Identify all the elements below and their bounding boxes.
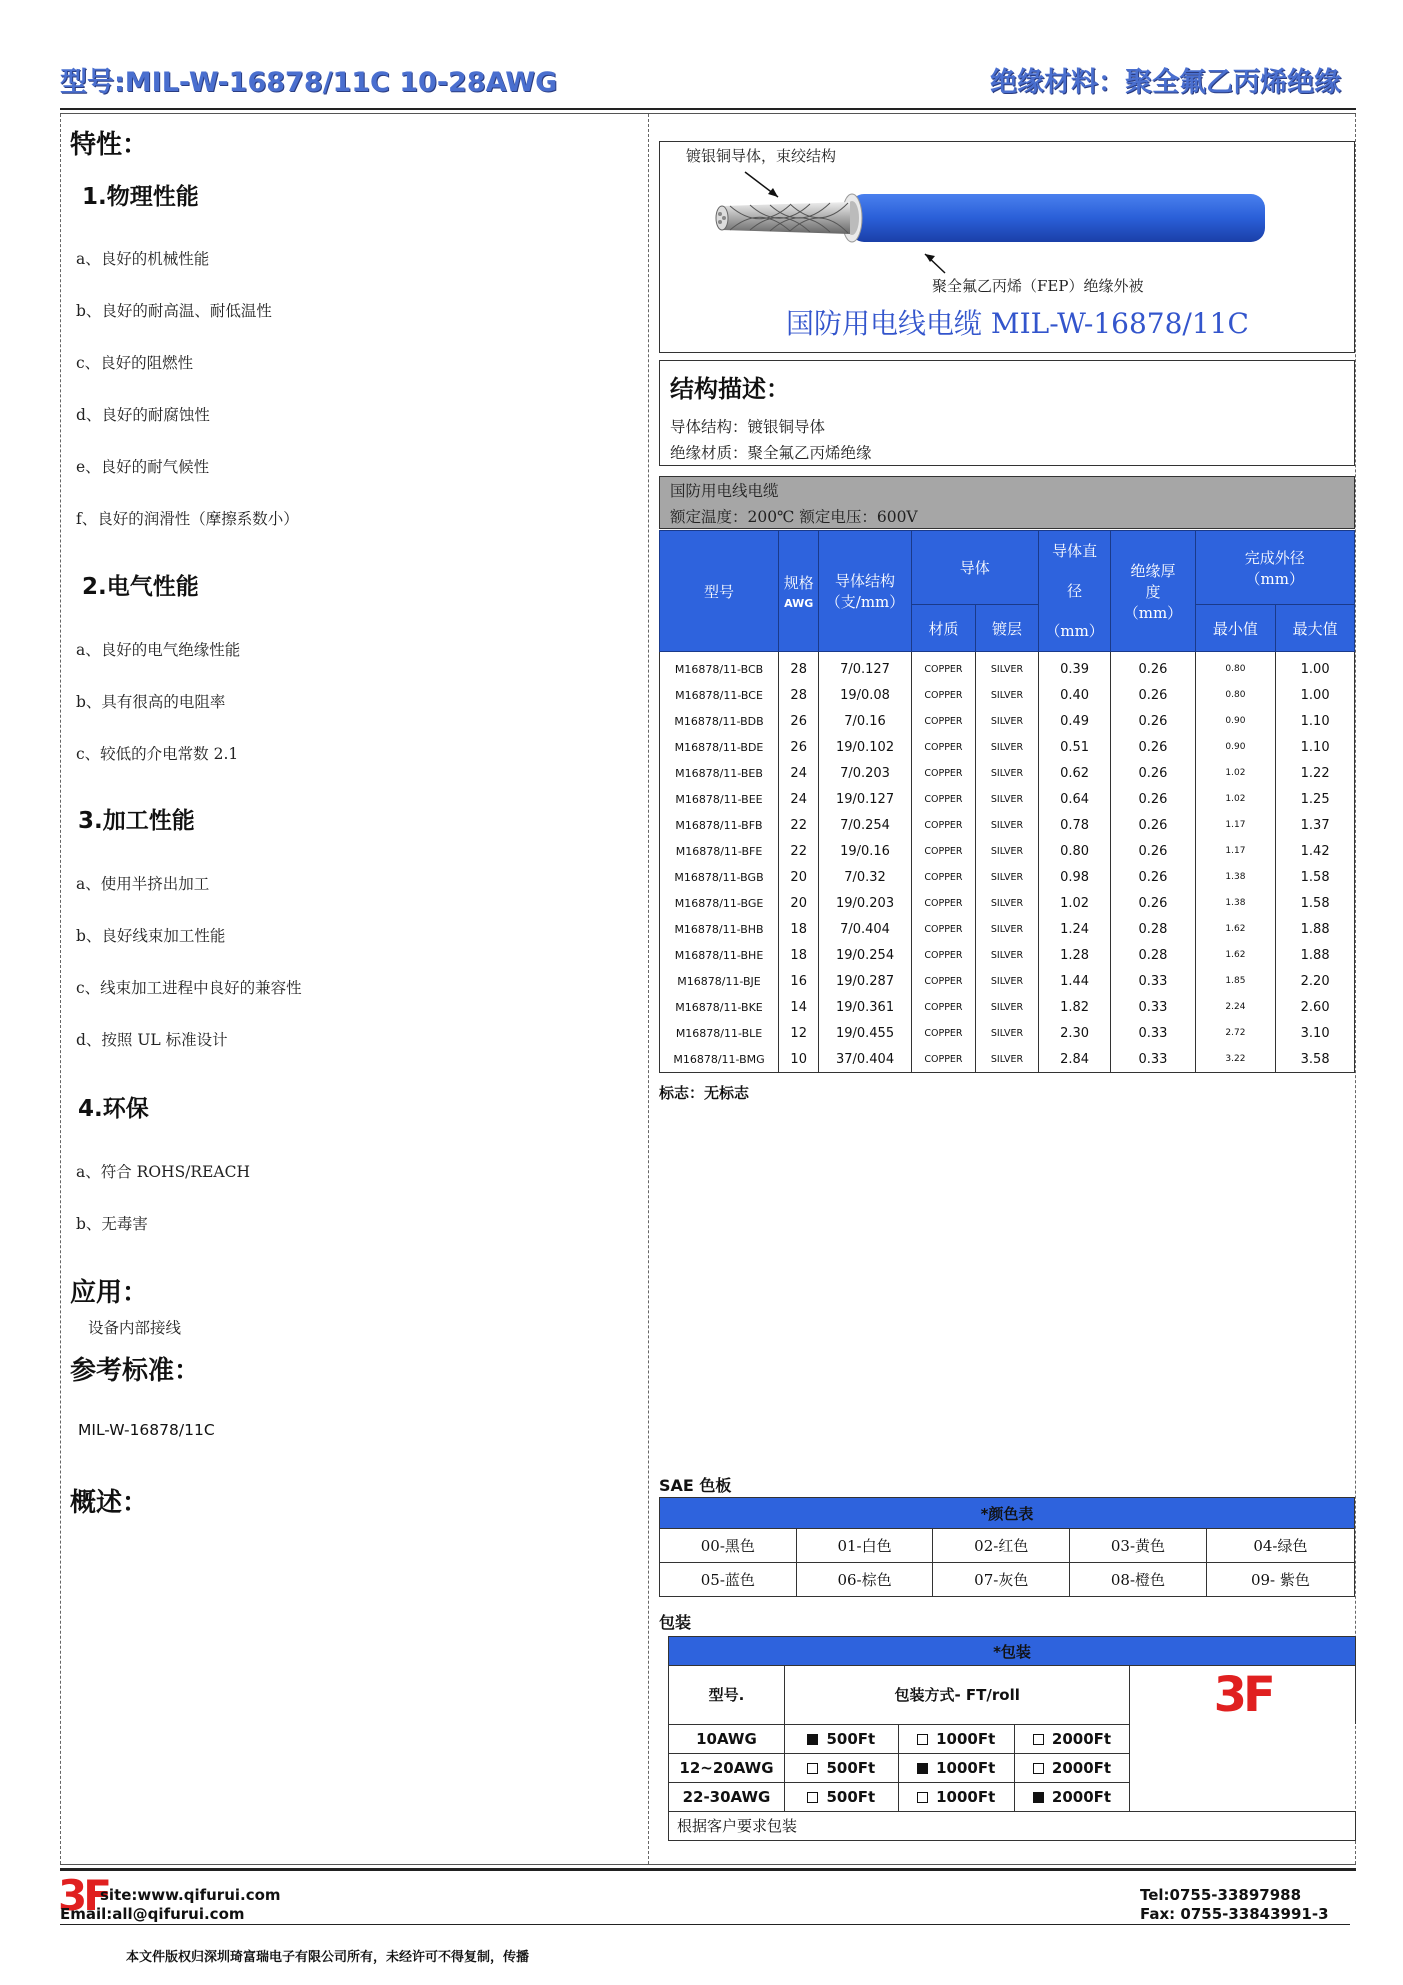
table-cell: 0.26	[1111, 760, 1195, 786]
table-cell: 0.28	[1111, 916, 1195, 942]
packing-title: 包装	[659, 1613, 692, 1632]
processing-item-d: d、按照 UL 标准设计	[76, 1031, 228, 1049]
structure-conductor: 导体结构：镀银铜导体	[670, 418, 826, 436]
packing-row	[669, 1753, 1356, 1782]
table-cell: 19/0.287	[819, 968, 911, 994]
electrical-title: 2.电气性能	[82, 574, 199, 600]
table-cell: SILVER	[976, 916, 1039, 942]
color-cell: 07-灰色	[933, 1563, 1070, 1597]
table-cell: COPPER	[911, 916, 976, 942]
environment-item-a: a、符合 ROHS/REACH	[76, 1163, 250, 1181]
bottom-rule-thick	[60, 1868, 1356, 1871]
electrical-item-c: c、较低的介电常数 2.1	[76, 745, 239, 763]
table-cell: 7/0.203	[819, 760, 911, 786]
physical-item-c: c、良好的阻燃性	[76, 354, 194, 372]
table-cell: M16878/11-BEB	[660, 760, 779, 786]
top-rule	[60, 108, 1356, 110]
table-row	[660, 994, 1355, 1020]
table-cell: M16878/11-BKE	[660, 994, 779, 1020]
packing-logo: 3F	[1213, 1667, 1272, 1723]
table-cell: 1.10	[1276, 734, 1355, 760]
header-material: 绝缘材料：聚全氟乙丙烯绝缘	[990, 67, 1341, 98]
table-cell: 0.26	[1111, 708, 1195, 734]
table-cell: SILVER	[976, 890, 1039, 916]
table-cell: 19/0.361	[819, 994, 911, 1020]
table-cell: M16878/11-BFB	[660, 812, 779, 838]
packing-option	[1014, 1782, 1130, 1811]
rating-line1: 国防用电线电缆	[670, 482, 779, 500]
th-plating: 镀层	[976, 605, 1039, 652]
table-row	[660, 708, 1355, 734]
table-cell: 18	[779, 942, 819, 968]
th-od: 完成外径（mm）	[1195, 531, 1354, 605]
table-cell: 0.78	[1038, 812, 1111, 838]
footer-fax: Fax: 0755-33843991-3	[1140, 1905, 1329, 1923]
packing-col-method: 包装方式- FT/roll	[784, 1666, 1130, 1725]
th-strand: 导体结构（支/mm）	[819, 531, 911, 652]
table-cell: 0.26	[1111, 786, 1195, 812]
table-cell: 22	[779, 812, 819, 838]
table-row	[660, 1020, 1355, 1046]
table-cell: 3.58	[1276, 1046, 1355, 1073]
table-cell: SILVER	[976, 652, 1039, 683]
table-cell: 18	[779, 916, 819, 942]
table-cell: 19/0.127	[819, 786, 911, 812]
electrical-item-b: b、具有很高的电阻率	[76, 693, 226, 711]
footer-tel: Tel:0755-33897988	[1140, 1886, 1302, 1904]
table-cell: M16878/11-BGE	[660, 890, 779, 916]
table-cell: 7/0.254	[819, 812, 911, 838]
table-cell: SILVER	[976, 812, 1039, 838]
standard-text: MIL-W-16878/11C	[78, 1421, 215, 1439]
unchecked-box-icon	[1033, 1734, 1044, 1745]
wire-illustration	[660, 142, 1354, 292]
table-cell: SILVER	[976, 734, 1039, 760]
color-cell: 01-白色	[796, 1529, 933, 1563]
table-cell: SILVER	[976, 838, 1039, 864]
electrical-item-a: a、良好的电气绝缘性能	[76, 641, 241, 659]
packing-model: 22-30AWG	[669, 1782, 785, 1811]
application-title: 应用：	[70, 1278, 149, 1308]
table-row	[660, 682, 1355, 708]
table-cell: 1.88	[1276, 942, 1355, 968]
table-cell: SILVER	[976, 1020, 1039, 1046]
table-cell: M16878/11-BCB	[660, 652, 779, 683]
rating-line2: 额定温度：200℃ 额定电压：600V	[670, 508, 918, 526]
table-cell: 0.26	[1111, 812, 1195, 838]
table-cell: 0.28	[1111, 942, 1195, 968]
table-cell: 19/0.102	[819, 734, 911, 760]
top-rule-thin	[60, 113, 1356, 114]
table-cell: 0.64	[1038, 786, 1111, 812]
table-row	[660, 968, 1355, 994]
conductor-label: 镀银铜导体，束绞结构	[686, 147, 837, 165]
table-row	[660, 652, 1355, 683]
checked-box-icon	[1033, 1792, 1044, 1803]
table-cell: 2.60	[1276, 994, 1355, 1020]
structure-insulation: 绝缘材质：聚全氟乙丙烯绝缘	[670, 444, 872, 462]
table-row	[660, 916, 1355, 942]
table-cell: COPPER	[911, 652, 976, 683]
table-cell: 0.26	[1111, 864, 1195, 890]
table-cell: COPPER	[911, 786, 976, 812]
table-row	[660, 734, 1355, 760]
table-cell: M16878/11-BDE	[660, 734, 779, 760]
table-cell: M16878/11-BMG	[660, 1046, 779, 1073]
table-cell: 2.20	[1276, 968, 1355, 994]
table-row	[660, 942, 1355, 968]
table-cell: 0.26	[1111, 682, 1195, 708]
bottom-rule	[60, 1864, 1356, 1865]
packing-option-label: 2000Ft	[1051, 1729, 1112, 1748]
environment-item-b: b、无毒害	[76, 1215, 148, 1233]
table-cell: COPPER	[911, 968, 976, 994]
processing-item-c: c、线束加工进程中良好的兼容性	[76, 979, 302, 997]
packing-option	[784, 1724, 898, 1753]
packing-option	[784, 1782, 898, 1811]
packing-option-label: 1000Ft	[936, 1758, 996, 1777]
packing-option-label: 2000Ft	[1051, 1758, 1112, 1777]
packing-option	[1014, 1724, 1130, 1753]
header-model: 型号:MIL-W-16878/11C 10-28AWG	[60, 67, 558, 98]
table-cell: 1.85	[1195, 968, 1276, 994]
table-cell: 1.00	[1276, 652, 1355, 683]
processing-item-b: b、良好线束加工性能	[76, 927, 226, 945]
table-cell: 1.02	[1038, 890, 1111, 916]
color-cell: 09- 紫色	[1206, 1563, 1354, 1597]
table-cell: 0.90	[1195, 734, 1276, 760]
unchecked-box-icon	[807, 1792, 818, 1803]
table-cell: 0.26	[1111, 734, 1195, 760]
table-cell: 0.80	[1195, 682, 1276, 708]
color-cell: 03-黄色	[1070, 1529, 1207, 1563]
unchecked-box-icon	[807, 1763, 818, 1774]
table-cell: 37/0.404	[819, 1046, 911, 1073]
table-cell: 24	[779, 786, 819, 812]
table-cell: 0.62	[1038, 760, 1111, 786]
table-cell: 14	[779, 994, 819, 1020]
table-cell: SILVER	[976, 682, 1039, 708]
packing-logo-cell	[1130, 1666, 1356, 1725]
packing-option	[898, 1724, 1014, 1753]
table-cell: 1.37	[1276, 812, 1355, 838]
structure-box	[659, 360, 1355, 466]
table-cell: 19/0.08	[819, 682, 911, 708]
packing-note: 根据客户要求包装	[669, 1811, 1356, 1840]
table-cell: COPPER	[911, 942, 976, 968]
color-table	[659, 1497, 1355, 1597]
physical-item-f: f、良好的润滑性（摩擦系数小）	[76, 510, 299, 528]
frame-left	[60, 114, 61, 1864]
table-cell: 0.39	[1038, 652, 1111, 683]
table-cell: COPPER	[911, 1020, 976, 1046]
footer-email: Email:all@qifurui.com	[60, 1905, 245, 1923]
table-cell: 1.58	[1276, 890, 1355, 916]
table-cell: COPPER	[911, 994, 976, 1020]
packing-model: 10AWG	[669, 1724, 785, 1753]
table-cell: COPPER	[911, 864, 976, 890]
table-cell: 19/0.455	[819, 1020, 911, 1046]
table-cell: SILVER	[976, 708, 1039, 734]
table-cell: 1.38	[1195, 890, 1276, 916]
table-cell: 1.17	[1195, 838, 1276, 864]
table-cell: SILVER	[976, 968, 1039, 994]
sae-title: SAE 色板	[659, 1476, 732, 1495]
table-cell: M16878/11-BHB	[660, 916, 779, 942]
packing-option	[898, 1782, 1014, 1811]
table-cell: 19/0.16	[819, 838, 911, 864]
table-row	[660, 890, 1355, 916]
packing-table-title: *包装	[669, 1637, 1356, 1666]
packing-option-label: 500Ft	[826, 1787, 876, 1806]
table-cell: 0.51	[1038, 734, 1111, 760]
packing-option-label: 1000Ft	[936, 1729, 996, 1748]
packing-option-label: 500Ft	[826, 1729, 876, 1748]
table-cell: 0.80	[1038, 838, 1111, 864]
table-cell: 24	[779, 760, 819, 786]
table-cell: SILVER	[976, 864, 1039, 890]
th-conductor: 导体	[911, 531, 1038, 605]
table-cell: 1.42	[1276, 838, 1355, 864]
rating-box	[659, 476, 1355, 529]
environment-title: 4.环保	[78, 1096, 149, 1122]
th-max: 最大值	[1276, 605, 1355, 652]
table-cell: 28	[779, 682, 819, 708]
table-cell: 2.84	[1038, 1046, 1111, 1073]
table-cell: 19/0.254	[819, 942, 911, 968]
table-cell: 0.80	[1195, 652, 1276, 683]
th-material: 材质	[911, 605, 976, 652]
table-cell: 1.02	[1195, 786, 1276, 812]
physical-item-e: e、良好的耐气候性	[76, 458, 210, 476]
packing-option-label: 1000Ft	[936, 1787, 996, 1806]
diagram-box	[659, 141, 1355, 353]
table-cell: 12	[779, 1020, 819, 1046]
table-cell: 3.22	[1195, 1046, 1276, 1073]
th-thickness: 绝缘厚度（mm）	[1111, 531, 1195, 652]
packing-option	[784, 1753, 898, 1782]
table-cell: 22	[779, 838, 819, 864]
table-cell: M16878/11-BHE	[660, 942, 779, 968]
table-cell: M16878/11-BLE	[660, 1020, 779, 1046]
table-cell: 0.40	[1038, 682, 1111, 708]
table-cell: 26	[779, 708, 819, 734]
th-diameter: 导体直径（mm）	[1038, 531, 1111, 652]
table-cell: 1.62	[1195, 942, 1276, 968]
insulation-label: 聚全氟乙丙烯（FEP）绝缘外被	[932, 277, 1144, 295]
physical-item-d: d、良好的耐腐蚀性	[76, 406, 210, 424]
table-cell: 7/0.404	[819, 916, 911, 942]
th-gauge	[779, 531, 819, 652]
table-cell: 1.02	[1195, 760, 1276, 786]
table-cell: COPPER	[911, 890, 976, 916]
table-cell: 1.25	[1276, 786, 1355, 812]
table-cell: 1.24	[1038, 916, 1111, 942]
physical-title: 1.物理性能	[82, 184, 199, 210]
th-gauge-unit: AWG	[784, 596, 814, 610]
th-gauge-label: 规格	[783, 573, 814, 592]
packing-option-label: 500Ft	[826, 1758, 876, 1777]
table-cell: COPPER	[911, 682, 976, 708]
table-cell: SILVER	[976, 1046, 1039, 1073]
table-cell: 0.33	[1111, 1046, 1195, 1073]
table-cell: M16878/11-BJE	[660, 968, 779, 994]
table-cell: COPPER	[911, 838, 976, 864]
table-cell: 1.62	[1195, 916, 1276, 942]
color-cell: 00-黑色	[660, 1529, 797, 1563]
footer-rule	[60, 1924, 1350, 1925]
table-cell: 20	[779, 890, 819, 916]
table-cell: COPPER	[911, 708, 976, 734]
diagram-caption: 国防用电线电缆 MIL-W-16878/11C	[786, 307, 1249, 340]
processing-title: 3.加工性能	[78, 808, 195, 834]
table-cell: 28	[779, 652, 819, 683]
footer-copyright: 本文件版权归深圳琦富瑞电子有限公司所有，未经许可不得复制，传播	[126, 1950, 530, 1965]
th-model: 型号	[660, 531, 779, 652]
table-cell: 1.10	[1276, 708, 1355, 734]
footer-website: site:www.qifurui.com	[100, 1886, 281, 1904]
table-cell: 0.98	[1038, 864, 1111, 890]
table-cell: M16878/11-BGB	[660, 864, 779, 890]
table-row	[660, 864, 1355, 890]
footer-logo: 3F	[58, 1871, 108, 1920]
table-cell: 1.17	[1195, 812, 1276, 838]
table-cell: M16878/11-BCE	[660, 682, 779, 708]
color-cell: 06-棕色	[796, 1563, 933, 1597]
physical-item-a: a、良好的机械性能	[76, 250, 210, 268]
table-cell: 1.38	[1195, 864, 1276, 890]
application-text: 设备内部接线	[88, 1319, 182, 1337]
table-row	[660, 786, 1355, 812]
color-cell: 02-红色	[933, 1529, 1070, 1563]
color-cell: 04-绿色	[1206, 1529, 1354, 1563]
table-cell: 1.00	[1276, 682, 1355, 708]
packing-model: 12~20AWG	[669, 1753, 785, 1782]
features-title: 特性：	[70, 130, 149, 160]
spec-table	[659, 530, 1355, 1073]
table-cell: 10	[779, 1046, 819, 1073]
unchecked-box-icon	[1033, 1763, 1044, 1774]
table-cell: 19/0.203	[819, 890, 911, 916]
table-row	[660, 838, 1355, 864]
table-cell: M16878/11-BDB	[660, 708, 779, 734]
structure-title: 结构描述：	[670, 375, 790, 403]
table-cell: 0.33	[1111, 1020, 1195, 1046]
color-table-title: *颜色表	[660, 1498, 1355, 1529]
th-min: 最小值	[1195, 605, 1276, 652]
packing-table	[668, 1636, 1356, 1841]
table-cell: 0.33	[1111, 994, 1195, 1020]
table-cell: 7/0.127	[819, 652, 911, 683]
table-cell: 2.30	[1038, 1020, 1111, 1046]
table-cell: 0.33	[1111, 968, 1195, 994]
table-cell: 20	[779, 864, 819, 890]
packing-row	[669, 1724, 1356, 1753]
table-cell: COPPER	[911, 812, 976, 838]
table-cell: SILVER	[976, 760, 1039, 786]
overview-title: 概述：	[70, 1488, 149, 1518]
unchecked-box-icon	[917, 1792, 928, 1803]
table-cell: COPPER	[911, 1046, 976, 1073]
table-row	[660, 1046, 1355, 1073]
checked-box-icon	[917, 1763, 928, 1774]
table-cell: 2.24	[1195, 994, 1276, 1020]
table-cell: SILVER	[976, 942, 1039, 968]
table-cell: 2.72	[1195, 1020, 1276, 1046]
table-cell: 0.90	[1195, 708, 1276, 734]
table-cell: M16878/11-BEE	[660, 786, 779, 812]
table-row	[660, 812, 1355, 838]
table-cell: COPPER	[911, 734, 976, 760]
table-cell: 1.44	[1038, 968, 1111, 994]
table-cell: 7/0.32	[819, 864, 911, 890]
table-cell: 16	[779, 968, 819, 994]
table-cell: 1.58	[1276, 864, 1355, 890]
table-cell: 0.26	[1111, 890, 1195, 916]
table-cell: 7/0.16	[819, 708, 911, 734]
color-cell: 05-蓝色	[660, 1563, 797, 1597]
table-cell: 1.28	[1038, 942, 1111, 968]
table-cell: 0.26	[1111, 652, 1195, 683]
packing-option	[898, 1753, 1014, 1782]
table-cell: SILVER	[976, 994, 1039, 1020]
packing-col-model: 型号.	[669, 1666, 785, 1725]
frame-center	[648, 114, 649, 1864]
table-cell: M16878/11-BFE	[660, 838, 779, 864]
packing-option-label: 2000Ft	[1051, 1787, 1112, 1806]
color-cell: 08-橙色	[1070, 1563, 1207, 1597]
frame-right	[1355, 114, 1356, 1864]
packing-option	[1014, 1753, 1130, 1782]
table-row	[660, 760, 1355, 786]
standard-title: 参考标准：	[70, 1356, 201, 1386]
table-cell: SILVER	[976, 786, 1039, 812]
packing-row	[669, 1782, 1356, 1811]
table-cell: 3.10	[1276, 1020, 1355, 1046]
table-cell: COPPER	[911, 760, 976, 786]
processing-item-a: a、使用半挤出加工	[76, 875, 210, 893]
table-cell: 26	[779, 734, 819, 760]
table-cell: 1.88	[1276, 916, 1355, 942]
unchecked-box-icon	[917, 1734, 928, 1745]
table-cell: 0.26	[1111, 838, 1195, 864]
table-cell: 1.22	[1276, 760, 1355, 786]
checked-box-icon	[807, 1734, 818, 1745]
table-cell: 0.49	[1038, 708, 1111, 734]
table-cell: 1.82	[1038, 994, 1111, 1020]
physical-item-b: b、良好的耐高温、耐低温性	[76, 302, 272, 320]
marking: 标志：无标志	[659, 1084, 750, 1102]
